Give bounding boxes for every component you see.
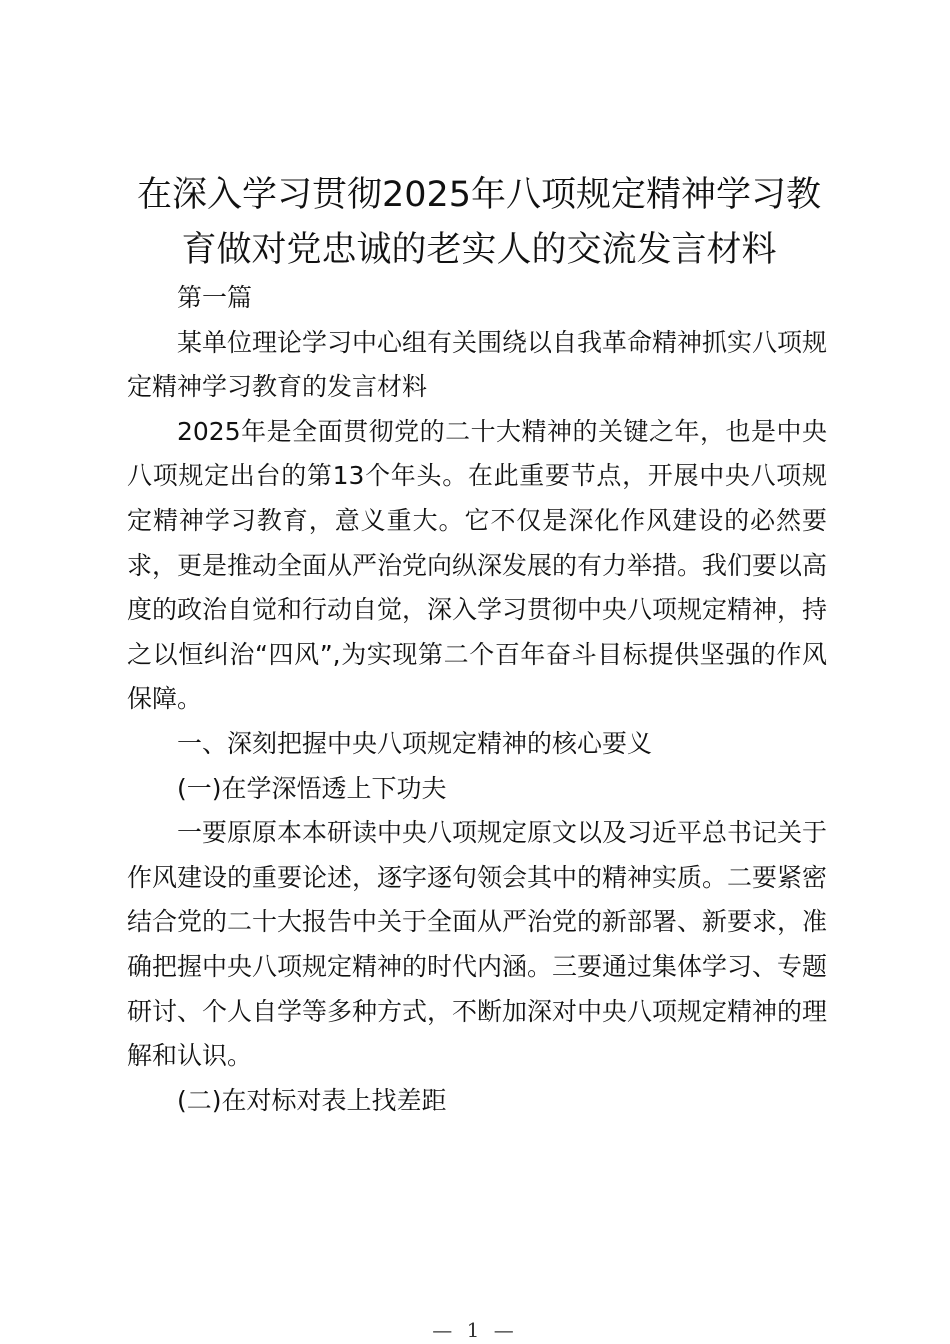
document-body [127,276,827,1123]
heading-section-1: 一、深刻把握中央八项规定精神的核心要义 [177,728,653,758]
paragraph-intro: 2025年是全面贯彻党的二十大精神的关键之年，也是中央八项规定出台的第13个年头。在此重要节点，开展中央八项规定精神学习教育，意义重大。它不仅是深化作风建设的必然要求，更是推动全面从严治党向纵深发展的有力举措。我们要以高度的政治自觉和行动自觉，深入学习贯彻中央八项规定精神，持之以恒纠治“四风”,为实现第二个百年奋斗目标提供坚强的作风保障。 [127,416,828,714]
document-title: 在深入学习贯彻2025年八项规定精神学习教育做对党忠诚的老实人的交流发言材料 [136,175,822,270]
paragraph-subtitle: 某单位理论学习中心组有关围绕以自我革命精神抓实八项规定精神学习教育的发言材料 [127,327,828,402]
paragraph-subsection-1: 一要原原本本研读中央八项规定原文以及习近平总书记关于作风建设的重要论述，逐字逐句领会其中的精神实质。二要紧密结合党的二十大报告中关于全面从严治党的新部署、新要求，准确把握中央八项规定精神的时代内涵。三要通过集体学习、专题研讨、个人自学等多种方式，不断加深对中央八项规定精神的理解和认识。 [127,818,828,1071]
heading-subsection-1: (一)在学深悟透上下功夫 [177,773,447,803]
heading-subsection-2: (二)在对标对表上找差距 [177,1085,447,1115]
page-number: — 1 — [432,1318,518,1342]
section-label: 第一篇 [177,283,253,312]
